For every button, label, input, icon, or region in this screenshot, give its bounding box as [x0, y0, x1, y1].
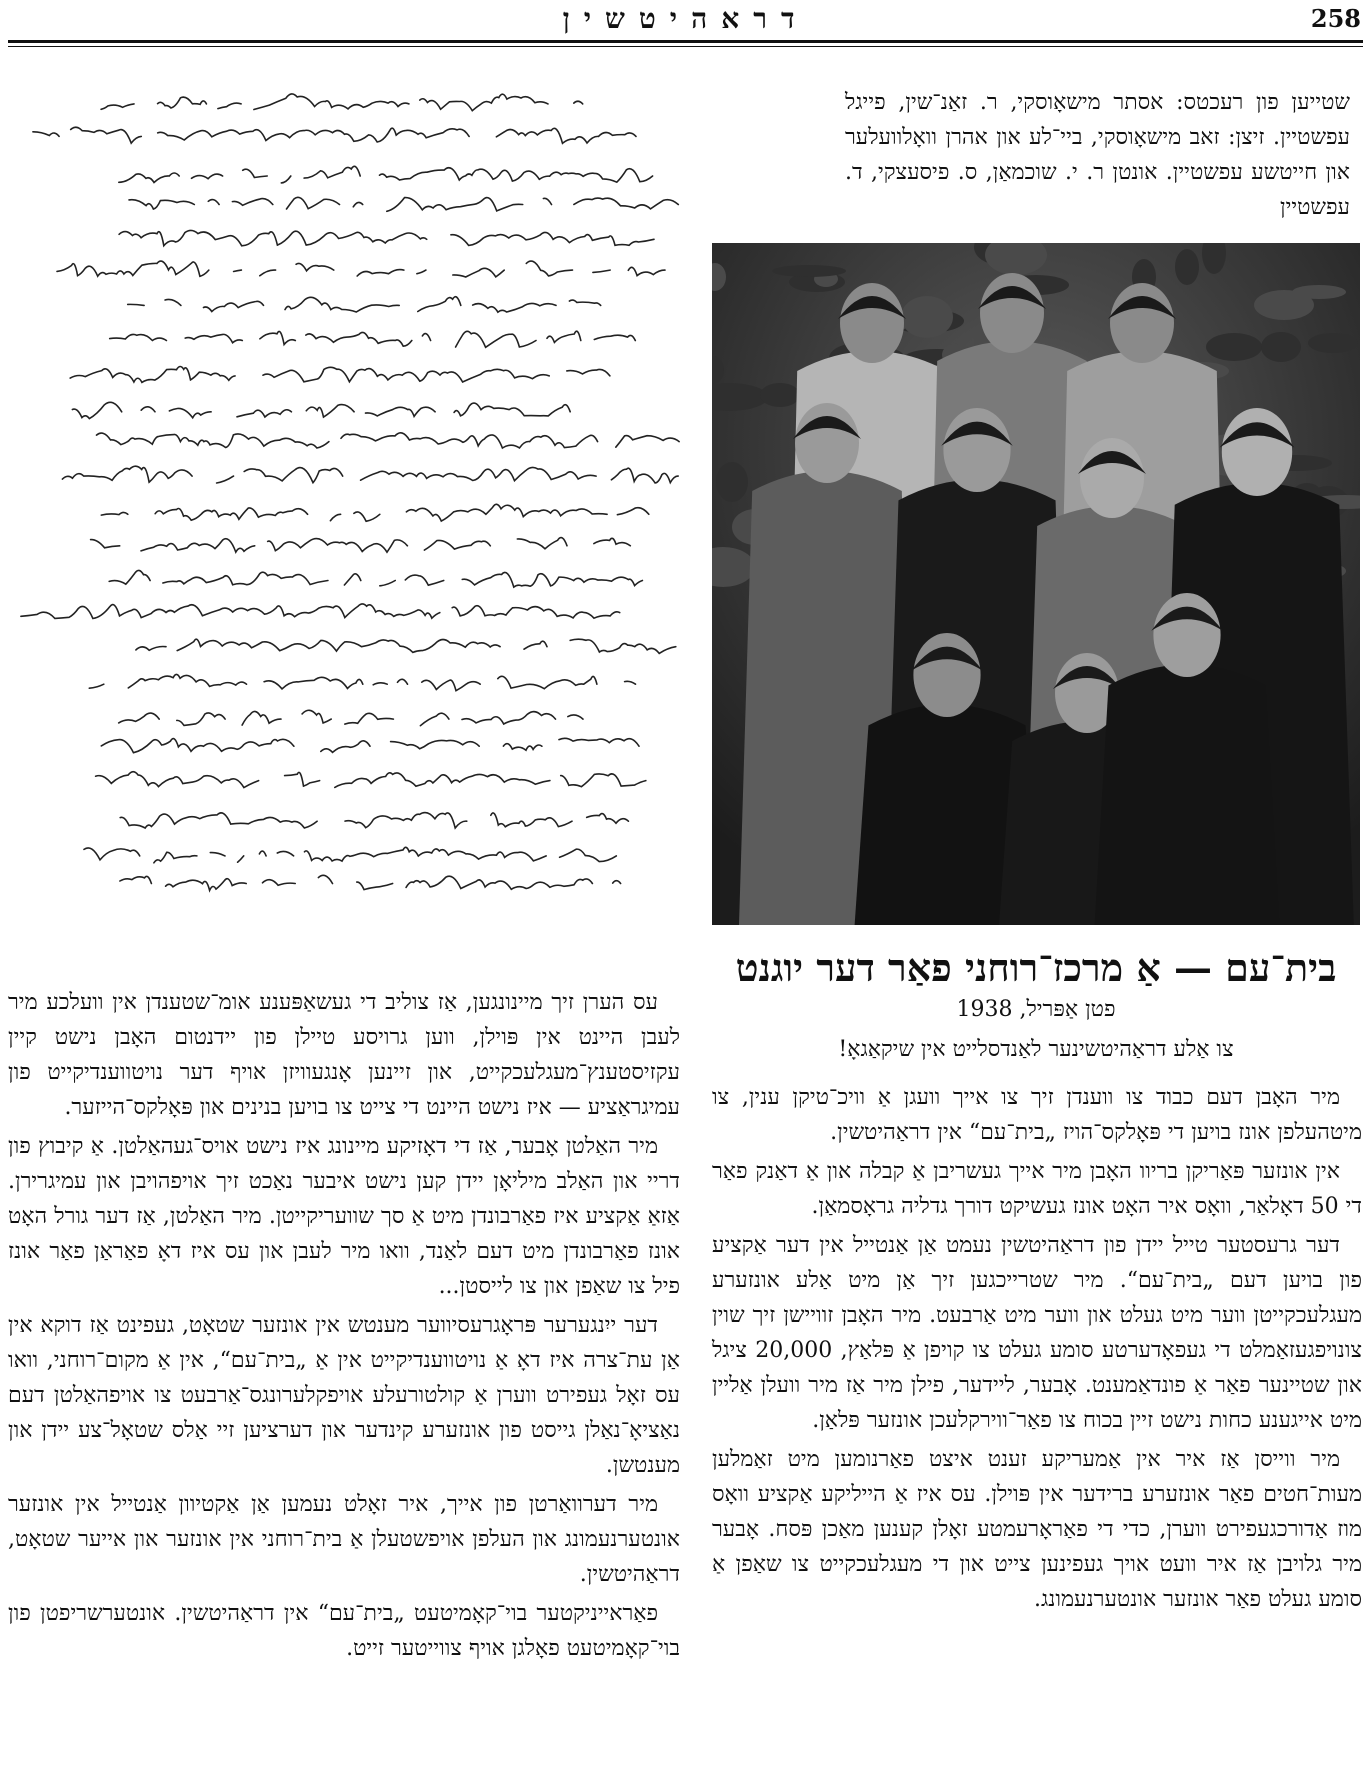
- handwriting-stroke: [70, 366, 610, 382]
- foliage-mark: [1261, 332, 1301, 362]
- paragraph: פאַראייניקטער בוי־קאָמיטעט „בית־עם“ אין דראַהיטשין. אונטערשריפטן פון בוי־קאָמיטעט פאָלגן אויף צווייטער זייט.: [8, 1601, 680, 1661]
- paragraph: עס הערן זיך מיינונגען, אַז צוליב די געשאַפּענע אומ־שטענדן אין וועלכע מיר לעבן היינט אין פּוילן, ווען גרויסע טיילן פון יידנטום האָבן נישט קיין עקזיסטענץ־מעגלעכקייט, און זיינען אָנגעוויזן אויף דער נויטווענדיקייט פון עמיגראַציע — איז נישט היינט די צייט צו בויען בנינים און פּאָלקס־הייזער.: [8, 990, 680, 1120]
- handwriting-stroke: [119, 166, 653, 183]
- foliage-mark: [1308, 333, 1358, 353]
- person-face: [1222, 408, 1292, 496]
- handwriting-stroke: [119, 230, 654, 245]
- person-face: [1080, 438, 1144, 518]
- handwriting-stroke: [129, 197, 678, 211]
- foliage-mark: [716, 462, 748, 502]
- foliage-mark: [1206, 333, 1262, 361]
- paragraph: אין אונזער פּאַריקן בריוו האָבן מיר אייך געשריבן אַ קבלה און אַ דאַנק פאַר די 50 דאָלאַר, וואָס איר האָט אונז געשיקט דורך גדליה גראָסמאַן.: [712, 1159, 1362, 1219]
- handwriting-stroke: [120, 813, 628, 828]
- photo-credits: שטייען פון רעכטס: אסתר מישאָוסקי, ר. זאַנ־שין, פייגל עפשטיין. זיצן: זאב מישאָוסקי, ביי־לע און אהרן וואָלוועלער און חייטשע עפשטיין. אונטן ר. י. שוכמאַן, ס. פיסעצקי, ד. עפשטיין: [845, 90, 1350, 220]
- person-face: [1153, 593, 1220, 677]
- handwriting-stroke: [109, 639, 676, 653]
- paragraph: דער גרעסטער טייל יידן פון דראַהיטשין נעמט אַן אַנטייל אין דער אַקציע פון בויען דעם „בית־עם“. מיר שטרייכגען זיך אַן מיט אַלע אונזערע מעגלעכקייטן ווער מיט געלט און ווער מיט אַרבעט. מיר האָבן זוויישן זיך שוין צונויפגעזאַמלט די געפאָדערטע סומע געלט צו קויפן אַ פּלאַץ, 20,000 ציגל און שטיינער פאַר אַ פונדאַמענט. אָבער, ליידער, פילן מיר אַז מיר וועלן אַליין מיט אייגענע כחות נישט זיין בכוח צו פאַר־ווירקלעכן אונזער פּלאַן.: [712, 1233, 1362, 1433]
- handwriting-icon: [10, 80, 700, 960]
- handwriting-stroke: [62, 466, 678, 483]
- article-column-left: [8, 985, 680, 1770]
- foliage-mark: [760, 383, 800, 407]
- paragraph: מיר האָבן דעם כבוד צו ווענדן זיך צו אייך וועגן אַ וויכ־טיקן ענין, צו מיטהעלפן אונז בויען די פּאָלקס־הויז „בית־עם“ אין דראַהיטשין.: [712, 1085, 1362, 1145]
- handwriting-stroke: [128, 297, 601, 312]
- handwriting-stroke: [79, 674, 635, 690]
- foliage-mark: [901, 296, 953, 338]
- handwriting-stroke: [101, 710, 583, 725]
- running-title: דראהיטשין: [562, 2, 809, 35]
- paragraph: דער ייִנגערער פּראָגרעסיווער מענטש אין אונזער שטאָט, געפינט אַז דוקא אין אַן עת־צרה איז דאָ אַ נויטווענדיקייט אין אַ „בית־עם“, אין אַ מקום־רוחני, וואו עס זאָל געפירט ווערן אַ קולטורעלע אויפקלערונגס־אַרבעט צו אויפהאַלטן דעם נאַציאָ־נאַלן גייסט פון אונזערע קינדער און דערציען זיי אַלס שטאָל־צע יידן און מענטשן.: [8, 1313, 680, 1478]
- handwriting-stroke: [109, 570, 642, 587]
- handwriting-stroke: [120, 875, 621, 890]
- group-photo-icon: [712, 243, 1360, 925]
- foliage-mark: [1292, 285, 1346, 299]
- handwriting-stroke: [33, 127, 636, 143]
- person-face: [1110, 283, 1174, 363]
- paragraph: מיר האַלטן אָבער, אַז די דאָזיקע מיינונג איז נישט אויס־געהאַלטן. אַ קיבוץ פון דריי און האַלב מיליאָן יידן קען נישט איבער נאַכט זיך אויפהויבן און עמיגרירן. אַזאַ אַקציע איז פאַרבונדן מיט אַ סך שוועריקייטן. מיר האַלטן, אַז דער גורל האָט אונז פאַרבונדן מיט דעם לאַנד, וואו מיר לעבן און עס איז דאָ פאַראַן פאַר אונז פיל צו שאַפן און צו לייסטן...: [8, 1134, 680, 1299]
- handwriting-stroke: [110, 331, 636, 347]
- person-face: [980, 273, 1044, 353]
- paragraph: מיר ווייסן אַז איר אין אַמעריקע זענט איצט פאַרנומען מיט זאַמלען מעות־חטים פאַר אונזערע ברידער אין פּוילן. עס איז אַ הייליקע אַקציע וואָס מוז אַדורכגעפירט ווערן, כדי די פאַראָרעמטע זאָלן קענען מאַכן פּסח. אָבער מיר גלויבן אַז איר וועט אויך געפינען צייט און די מעגלעכקייט צו שאַפן אַ סומע געלט פאַר אונזער אונטערנעמונג.: [712, 1447, 1362, 1612]
- handwritten-letter-image: [10, 80, 700, 960]
- handwriting-stroke: [57, 261, 665, 277]
- person-figure: [1095, 664, 1280, 925]
- article-column-right: [712, 1080, 1362, 1770]
- running-header: [8, 0, 1363, 44]
- person-face: [913, 633, 980, 717]
- handwriting-stroke: [67, 847, 617, 862]
- handwriting-stroke: [96, 772, 646, 788]
- person-face: [795, 403, 859, 483]
- article-title: בית־עם — אַ מרכז־רוחני פאַר דער יוגנט: [735, 945, 1337, 990]
- handwriting-stroke: [97, 433, 680, 448]
- handwriting-stroke: [88, 94, 583, 111]
- foliage-mark: [1175, 249, 1199, 285]
- person-face: [840, 283, 904, 363]
- header-rule-thick: [8, 40, 1363, 43]
- handwriting-stroke: [101, 504, 649, 521]
- article-greeting: צו אַלע דראַהיטשינער לאַנדסלייט אין שיקאַגאָ!: [838, 1037, 1234, 1062]
- foliage-mark: [772, 265, 846, 277]
- person-face: [943, 408, 1010, 492]
- handwriting-stroke: [21, 604, 620, 619]
- handwriting-stroke: [91, 538, 631, 553]
- paragraph: מיר דערוואַרטן פון אייך, איר זאָלט נעמען אַן אַקטיוון אַנטייל אין אונזער אונטערנעמונג און העלפן אויפשטעלן אַ בית־רוחני אין אונזער און אייער שטאָט, דראַהיטשין.: [8, 1492, 680, 1587]
- handwriting-stroke: [101, 738, 639, 752]
- handwriting-stroke: [50, 402, 570, 418]
- article-date: פטן אַפּריל, 1938: [956, 997, 1116, 1022]
- page-number: 258: [1310, 4, 1361, 33]
- header-rule-thin: [8, 46, 1363, 47]
- group-photo: [712, 243, 1360, 925]
